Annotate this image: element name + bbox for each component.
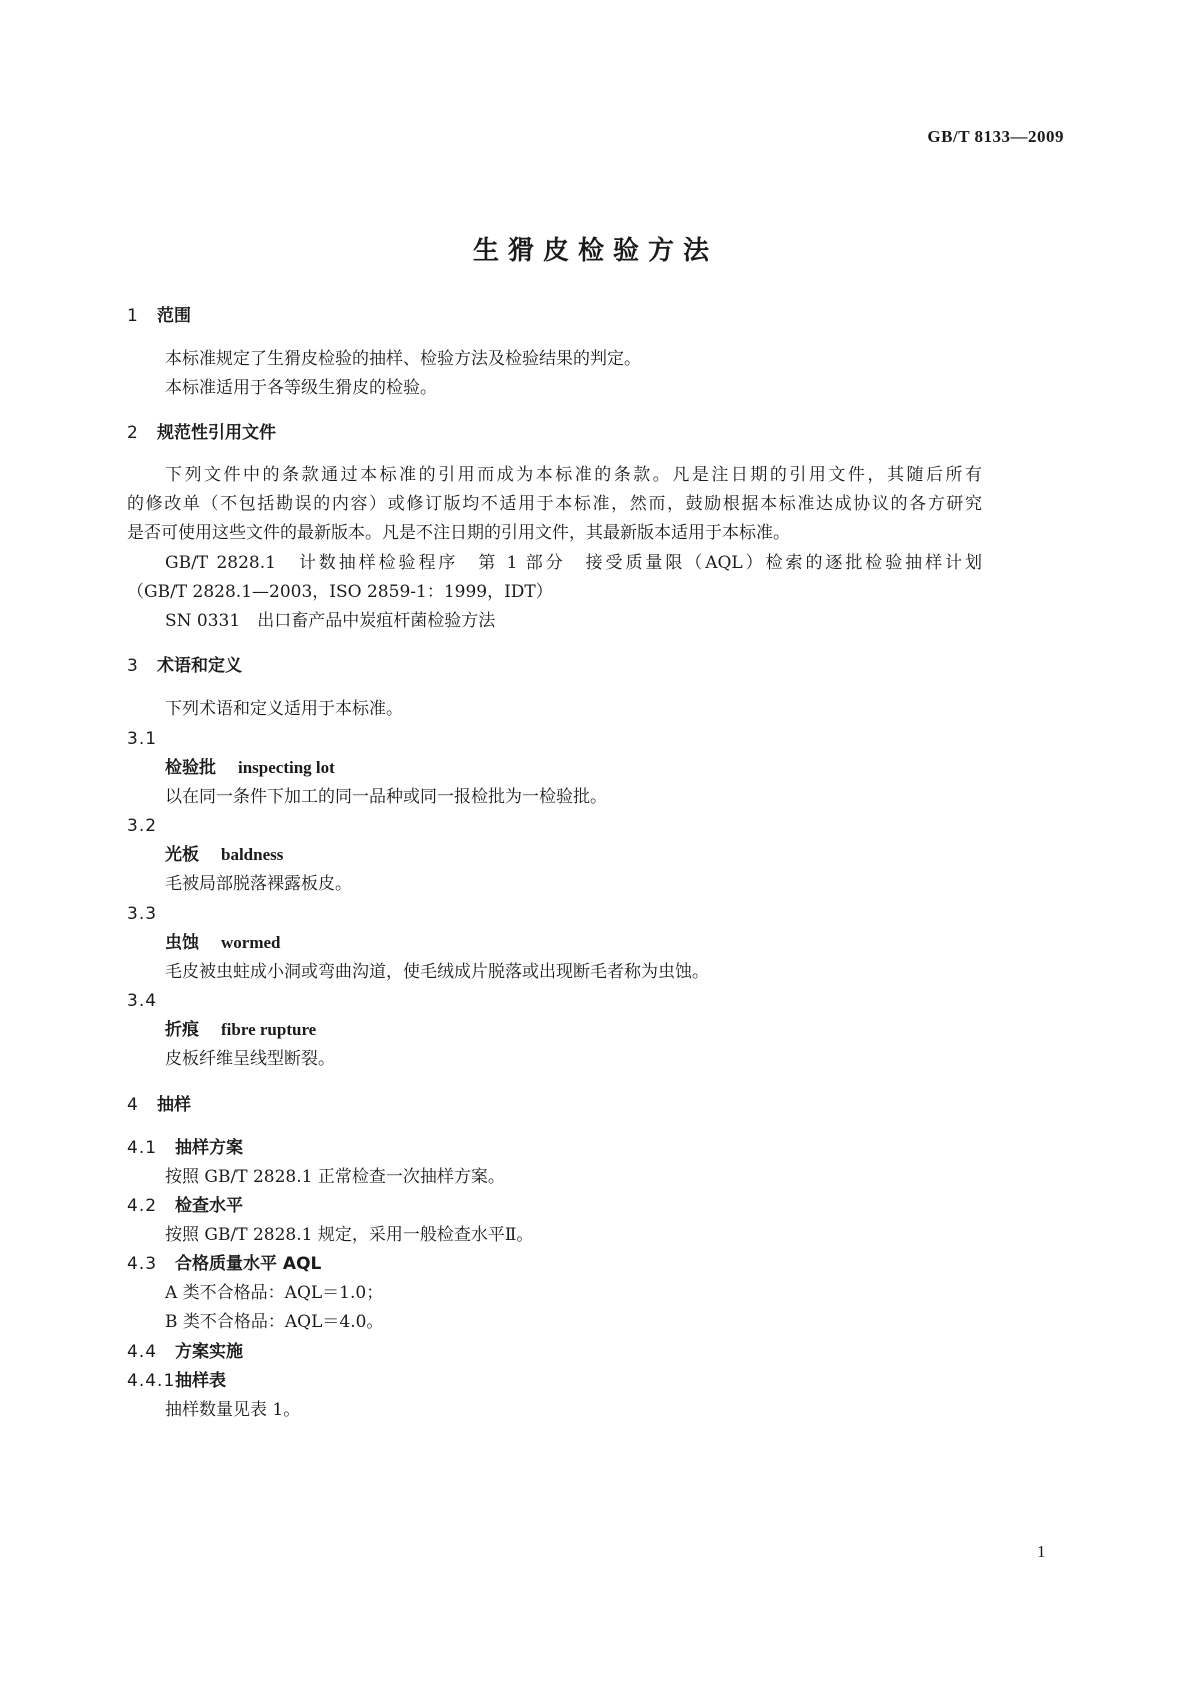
section-number: 4 — [127, 1095, 138, 1115]
term-chinese: 虫蚀 — [165, 933, 199, 953]
section-2-heading — [127, 422, 276, 444]
section-title: 抽样 — [157, 1095, 191, 1115]
paragraph: B 类不合格品：AQL＝4.0。 — [165, 1312, 384, 1332]
subsection-number: 4.1 — [127, 1138, 158, 1158]
term-definition: 毛皮被虫蛀成小洞或弯曲沟道，使毛绒成片脱落或出现断毛者称为虫蚀。 — [165, 962, 709, 982]
section-number: 3 — [127, 656, 138, 676]
document-title: 生猾皮检验方法 — [472, 236, 718, 266]
section-1-heading — [127, 305, 191, 327]
paragraph: 下列术语和定义适用于本标准。 — [165, 699, 403, 719]
reference-entry-continued: （GB/T 2828.1—2003，ISO 2859-1：1999，IDT） — [127, 582, 553, 602]
section-number: 1 — [127, 306, 138, 326]
term-number: 3.4 — [127, 991, 158, 1011]
subsection-number: 4.3 — [127, 1254, 158, 1274]
term-number: 3.1 — [127, 729, 158, 749]
term-heading — [165, 932, 280, 954]
term-chinese: 折痕 — [165, 1020, 199, 1040]
paragraph: 按照 GB/T 2828.1 正常检查一次抽样方案。 — [165, 1167, 505, 1187]
term-heading — [165, 757, 335, 779]
standard-code: GB/T 8133—2009 — [927, 127, 1064, 146]
term-heading — [165, 1019, 316, 1041]
paragraph-line: 是否可使用这些文件的最新版本。凡是不注日期的引用文件，其最新版本适用于本标准。 — [127, 523, 790, 543]
term-heading — [165, 844, 283, 866]
term-number: 3.2 — [127, 816, 158, 836]
section-number: 2 — [127, 423, 138, 443]
term-english: inspecting lot — [238, 758, 335, 777]
term-chinese: 光板 — [165, 845, 199, 865]
paragraph: 本标准规定了生猾皮检验的抽样、检验方法及检验结果的判定。 — [165, 349, 641, 369]
subsection-title: 合格质量水平 AQL — [175, 1254, 322, 1274]
section-title: 范围 — [157, 306, 191, 326]
term-number: 3.3 — [127, 904, 158, 924]
paragraph: A 类不合格品：AQL＝1.0； — [165, 1283, 384, 1303]
subsection-4-2-heading — [127, 1195, 243, 1217]
term-chinese: 检验批 — [165, 758, 216, 778]
reference-entry: GB/T 2828.1 计数抽样检验程序 第 1 部分 接受质量限（AQL）检索的逐批检验抽样计划 — [165, 553, 982, 573]
subsection-4-4-heading — [127, 1341, 243, 1363]
subsection-title: 抽样方案 — [175, 1138, 243, 1158]
subsection-title: 抽样表 — [175, 1371, 226, 1391]
paragraph-line: 下列文件中的条款通过本标准的引用而成为本标准的条款。凡是注日期的引用文件，其随后所有 — [165, 465, 982, 485]
section-title: 术语和定义 — [157, 656, 242, 676]
subsection-4-3-heading — [127, 1253, 321, 1275]
subsection-4-4-1-heading — [127, 1370, 226, 1392]
subsection-number: 4.2 — [127, 1196, 158, 1216]
paragraph: 按照 GB/T 2828.1 规定，采用一般检查水平Ⅱ。 — [165, 1225, 534, 1245]
term-definition: 毛被局部脱落裸露板皮。 — [165, 874, 352, 894]
paragraph: 抽样数量见表 1。 — [165, 1400, 301, 1420]
subsection-number: 4.4 — [127, 1342, 158, 1362]
subsection-4-1-heading — [127, 1137, 243, 1159]
subsection-title: 方案实施 — [175, 1342, 243, 1362]
term-english: fibre rupture — [221, 1020, 317, 1039]
paragraph: 本标准适用于各等级生猾皮的检验。 — [165, 378, 437, 398]
section-title: 规范性引用文件 — [157, 423, 276, 443]
term-english: wormed — [221, 933, 281, 952]
section-4-heading — [127, 1094, 191, 1116]
reference-entry: SN 0331 出口畜产品中炭疽杆菌检验方法 — [165, 611, 496, 631]
paragraph-line: 的修改单（不包括勘误的内容）或修订版均不适用于本标准，然而，鼓励根据本标准达成协议的各方研究 — [127, 494, 982, 514]
page-number: 1 — [1037, 1542, 1046, 1561]
term-definition: 以在同一条件下加工的同一品种或同一报检批为一检验批。 — [165, 787, 607, 807]
subsection-title: 检查水平 — [175, 1196, 243, 1216]
subsection-number: 4.4.1 — [127, 1371, 176, 1391]
term-definition: 皮板纤维呈线型断裂。 — [165, 1049, 335, 1069]
term-english: baldness — [221, 845, 284, 864]
section-3-heading — [127, 655, 242, 677]
